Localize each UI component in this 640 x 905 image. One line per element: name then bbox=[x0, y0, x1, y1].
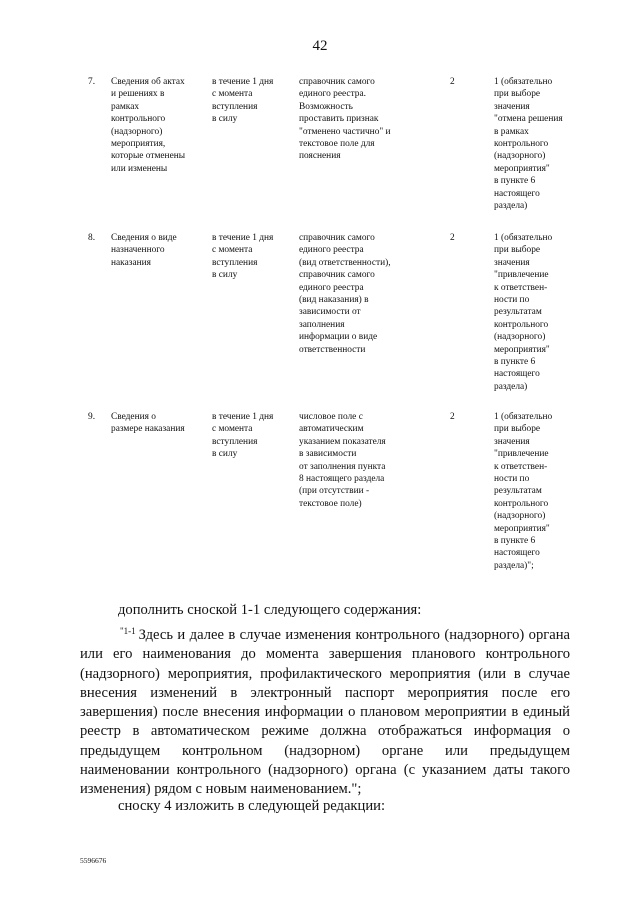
page-number: 42 bbox=[312, 38, 328, 54]
row-requirement: 1 (обязательно при выборе значения "привлечение к ответствен- ности по результатам контрольного (надзорного) мероприятия" в пункте 6 настоящего раздела) bbox=[494, 233, 553, 392]
row-source: числовое поле с автоматическим указанием показателя в зависимости от заполнения пункта 8 настоящего раздела (при отсутствии - текстовое поле) bbox=[299, 412, 386, 509]
row-deadline: в течение 1 дня с момента вступления в силу bbox=[212, 233, 274, 281]
document-code: 5596676 bbox=[80, 856, 107, 865]
row-name: Сведения о размере наказания bbox=[111, 412, 185, 435]
row-level: 2 bbox=[450, 233, 455, 243]
row-number: 9. bbox=[88, 412, 96, 422]
footnote-paragraph bbox=[80, 622, 570, 800]
row-level: 2 bbox=[450, 412, 455, 422]
row-source: справочник самого единого реестра (вид ответственности), справочник самого единого реестра (вид наказания) в зависимости от заполнения информации о виде ответственности bbox=[299, 233, 391, 355]
intro-paragraph: дополнить сноской 1-1 следующего содержания: bbox=[118, 602, 422, 618]
row-number: 7. bbox=[88, 77, 96, 87]
row-deadline: в течение 1 дня с момента вступления в силу bbox=[212, 412, 274, 460]
row-requirement: 1 (обязательно при выборе значения "привлечение к ответствен- ности по результатам контрольного (надзорного) мероприятия" в пункте 6 настоящего раздела)"; bbox=[494, 412, 553, 571]
row-number: 8. bbox=[88, 233, 96, 243]
footnote-text: Здесь и далее в случае изменения контрольного (надзорного) органа или его наименования до момента завершения планового контрольного (надзорного) мероприятия, профилактического мероприятия (или в случае внесения изменений в электронный паспорт мероприятия после его завершения) после внесения информации о плановом мероприятии в единый реестр в автоматическом режиме должна отображаться информация о предыдущем контрольном (надзорном) органе или предыдущем наименовании контрольного (надзорного) органа (с указанием даты такого изменения) рядом с новым наименованием."; bbox=[80, 627, 570, 798]
row-level: 2 bbox=[450, 77, 455, 87]
row-deadline: в течение 1 дня с момента вступления в силу bbox=[212, 77, 274, 125]
closing-paragraph: сноску 4 изложить в следующей редакции: bbox=[118, 798, 386, 814]
row-requirement: 1 (обязательно при выборе значения "отмена решения в рамках контрольного (надзорного) мероприятия" в пункте 6 настоящего раздела) bbox=[494, 77, 563, 212]
row-name: Сведения об актах и решениях в рамках контрольного (надзорного) мероприятия, которые отменены или изменены bbox=[111, 77, 186, 174]
row-source: справочник самого единого реестра. Возможность проставить признак "отменено частично" и текстовое поле для пояснения bbox=[299, 77, 391, 162]
row-name: Сведения о виде назначенного наказания bbox=[111, 233, 177, 268]
footnote-marker: "1-1 bbox=[120, 626, 136, 636]
